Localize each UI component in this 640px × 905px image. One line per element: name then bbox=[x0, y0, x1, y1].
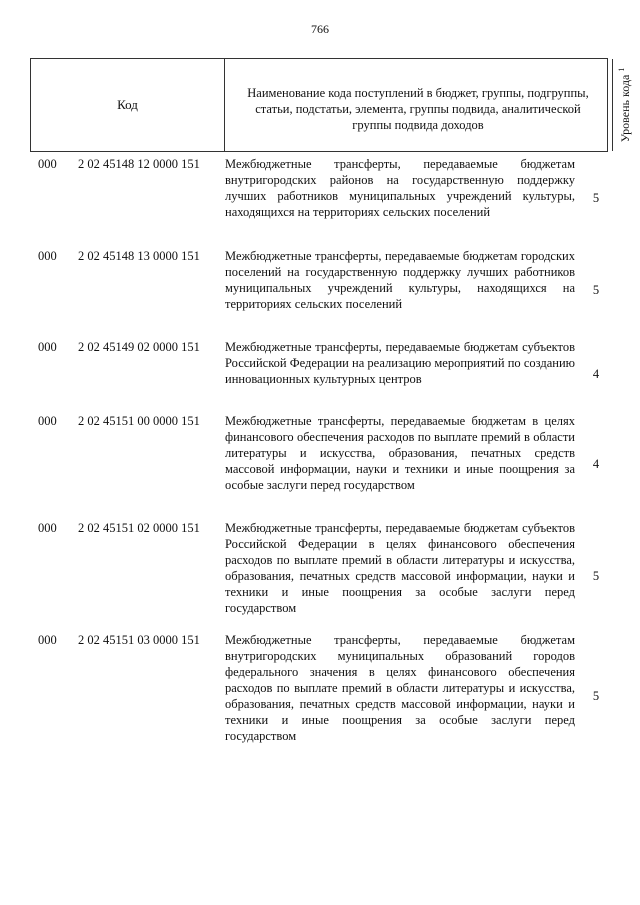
row-code: 2 02 45148 12 0000 151 bbox=[78, 157, 200, 171]
row-code: 2 02 45148 13 0000 151 bbox=[78, 249, 200, 263]
header-code: Код bbox=[117, 97, 138, 112]
row-name: Межбюджетные трансферты, передаваемые бюджетам в целях финансового обеспечения расходов по выплате премий в области литературы и искусства, образования, печатных средств массовой информации, науки и техники и иные поощрения за особые заслуги перед государством bbox=[225, 414, 575, 492]
table-header bbox=[30, 58, 632, 152]
row-name: Межбюджетные трансферты, передаваемые бюджетам субъектов Российской Федерации в целях финансового обеспечения расходов по выплате премий в области литературы и искусства, образования, печатных средств массовой информации, науки и техники и иные поощрения за особые заслуги перед государством bbox=[225, 521, 575, 615]
row-level: 4 bbox=[592, 367, 600, 381]
page-number: 766 bbox=[311, 22, 329, 36]
row-prefix: 000 bbox=[38, 414, 57, 428]
row-name: Межбюджетные трансферты, передаваемые бюджетам внутригородских муниципальных образований городов федерального значения в целях финансового обеспечения расходов по выплате премий в области литературы и искусства, образования, печатных средств массовой информации, науки и техники и иные поощрения за особые заслуги перед государством bbox=[225, 633, 575, 743]
row-name: Межбюджетные трансферты, передаваемые бюджетам субъектов Российской Федерации на реализацию мероприятий по созданию инновационных культурных центров bbox=[225, 340, 575, 386]
row-name: Межбюджетные трансферты, передаваемые бюджетам городских поселений на государственную поддержку лучших работников муниципальных учреждений культуры, находящихся на территориях сельских поселений bbox=[225, 249, 575, 311]
row-prefix: 000 bbox=[38, 249, 57, 263]
row-code: 2 02 45151 00 0000 151 bbox=[78, 414, 200, 428]
header-name: Наименование кода поступлений в бюджет, группы, подгруппы, статьи, подстатьи, элемента, группы подвида, аналитической группы подвида доходов bbox=[247, 86, 589, 132]
row-level: 5 bbox=[592, 569, 600, 583]
row-level: 4 bbox=[592, 457, 600, 471]
row-code: 2 02 45151 03 0000 151 bbox=[78, 633, 200, 647]
row-prefix: 000 bbox=[38, 521, 57, 535]
row-prefix: 000 bbox=[38, 340, 57, 354]
row-level: 5 bbox=[592, 283, 600, 297]
header-level bbox=[613, 59, 637, 151]
row-code: 2 02 45149 02 0000 151 bbox=[78, 340, 200, 354]
row-code: 2 02 45151 02 0000 151 bbox=[78, 521, 200, 535]
row-prefix: 000 bbox=[38, 157, 57, 171]
row-level: 5 bbox=[592, 689, 600, 703]
row-level: 5 bbox=[592, 191, 600, 205]
row-prefix: 000 bbox=[38, 633, 57, 647]
row-name: Межбюджетные трансферты, передаваемые бюджетам внутригородских районов на государственную поддержку лучших работников муниципальных учреждений культуры, находящихся на территориях сельских поселений bbox=[225, 157, 575, 219]
header-level-label: Уровень кода bbox=[618, 74, 632, 143]
header-level-footnote: 1 bbox=[617, 67, 626, 72]
header-level-text bbox=[617, 68, 633, 143]
